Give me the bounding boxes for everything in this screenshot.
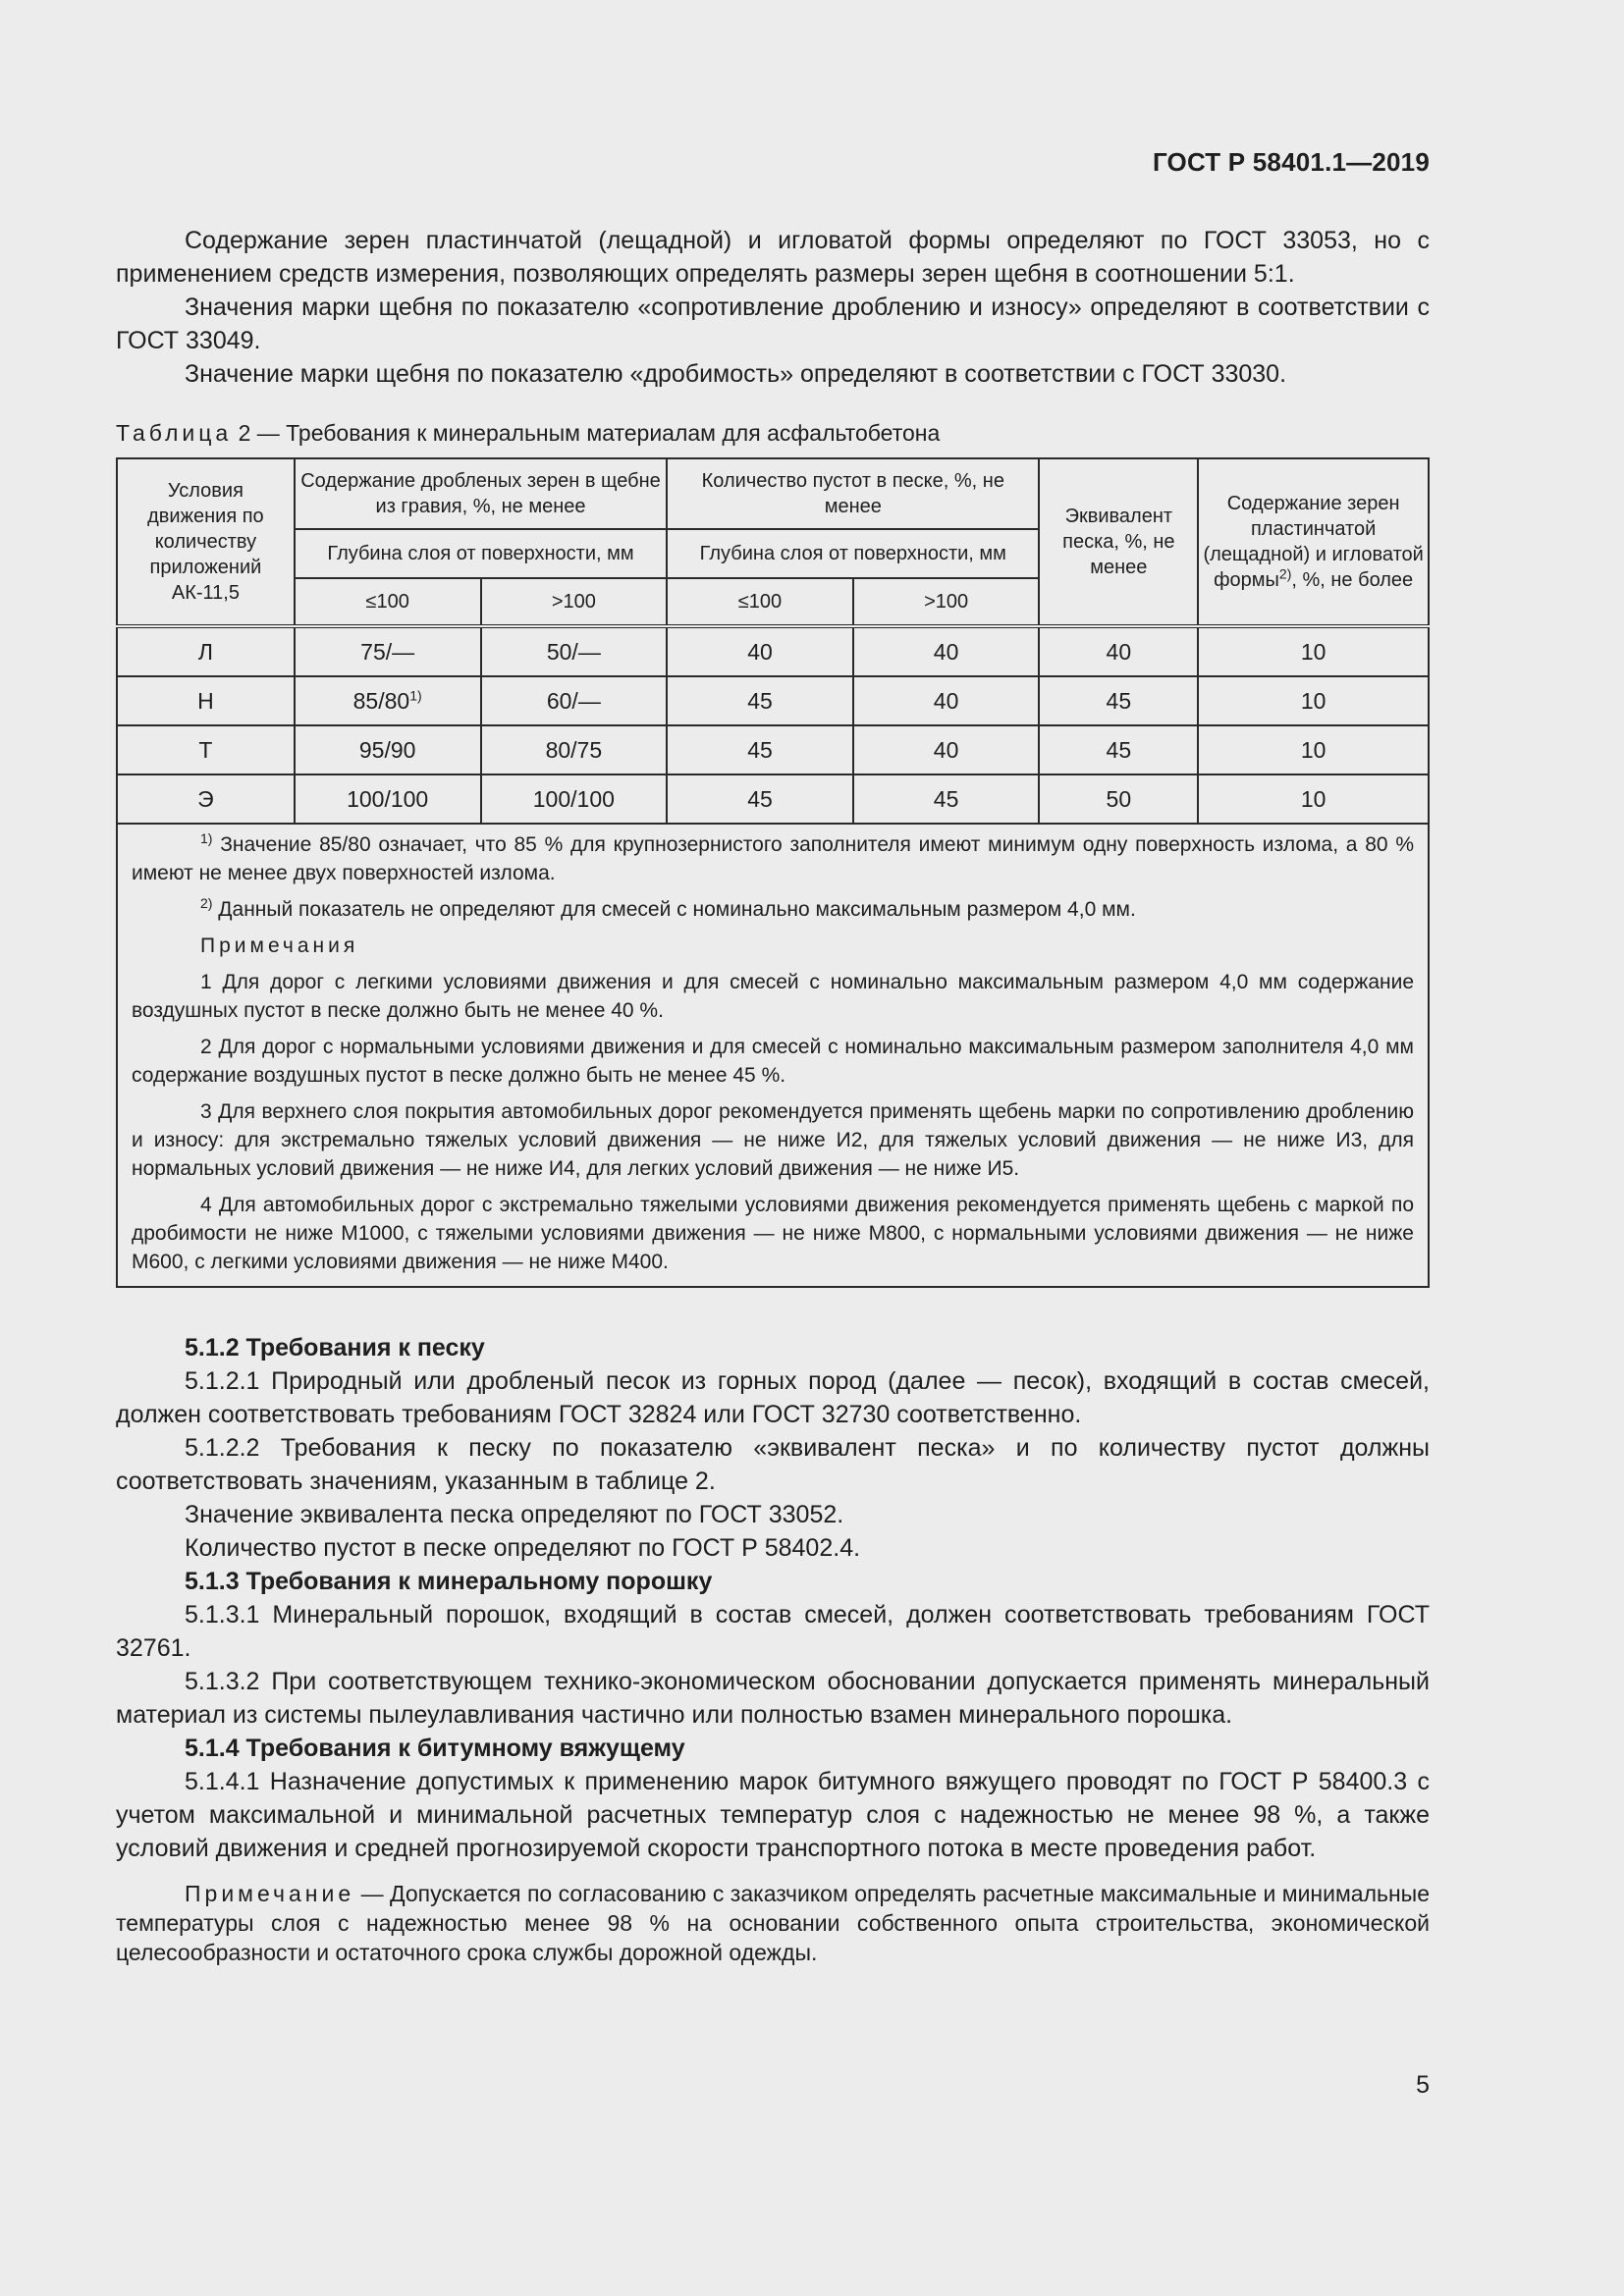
- section-paragraph: 5.1.4.1 Назначение допустимых к применению марок битумного вяжущего проводят по ГОСТ Р 58400.3 с учетом максимальной и минимальной расчетных температур слоя с надежностью не менее 98 %, а также условий движения и средней прогнозируемой скорости транспортного потока в месте проведения работ.: [116, 1768, 1430, 1862]
- final-note-paragraph: [116, 1879, 1430, 1967]
- cell-condition: Э: [117, 774, 295, 824]
- cell-value: 10: [1198, 676, 1429, 725]
- cell-footnote-ref: 1): [409, 687, 422, 704]
- cell-value: 10: [1198, 626, 1429, 676]
- cell-value: 40: [853, 725, 1040, 774]
- cell-value: [295, 676, 481, 725]
- footnote-2-text: Данный показатель не определяют для смесей с номинально максимальным размером 4,0 мм.: [212, 898, 1136, 921]
- cell-value: 45: [1039, 725, 1198, 774]
- table-notes: [117, 824, 1429, 1287]
- header-depth-voids: Глубина слоя от поверхности, мм: [667, 529, 1039, 578]
- section-paragraph: Значение эквивалента песка определяют по ГОСТ 33052.: [185, 1501, 844, 1528]
- cell-value: 45: [853, 774, 1040, 824]
- footnote-2-mark: 2): [200, 895, 213, 911]
- page-content: [116, 224, 1430, 1967]
- cell-value: 10: [1198, 774, 1429, 824]
- header-sand-equivalent: Эквивалент песка, %, не менее: [1039, 458, 1198, 626]
- cell-value-text: 85/80: [352, 688, 410, 714]
- section-5-1-2: [116, 1331, 1430, 1565]
- cell-value: 45: [667, 725, 853, 774]
- footnote-2-ref: 2): [1278, 565, 1292, 582]
- final-note-label: Примечание: [185, 1881, 355, 1906]
- cell-value: [295, 626, 481, 676]
- cell-value: 10: [1198, 725, 1429, 774]
- cell-value: 50/—: [481, 626, 668, 676]
- table-caption-word: Таблица: [116, 420, 233, 446]
- section-paragraph: Количество пустот в песке определяют по ГОСТ Р 58402.4.: [185, 1534, 861, 1562]
- cell-value: 40: [1039, 626, 1198, 676]
- table-caption: [116, 418, 1430, 448]
- table-caption-text: 2 — Требования к минеральным материалам для асфальтобетона: [232, 420, 941, 446]
- cell-value: 40: [853, 676, 1040, 725]
- cell-value: 60/—: [481, 676, 668, 725]
- section-paragraph: 5.1.2.1 Природный или дробленый песок из горных пород (далее — песок), входящий в состав смесей, должен соответствовать требованиям ГОСТ 32824 или ГОСТ 32730 соответственно.: [116, 1367, 1430, 1428]
- cell-value: 80/75: [481, 725, 668, 774]
- header-flaky-grains: [1198, 458, 1429, 626]
- section-heading: 5.1.3 Требования к минеральному порошку: [185, 1568, 713, 1595]
- header-le100-crushed: ≤100: [295, 578, 481, 626]
- footnote-1-text: Значение 85/80 означает, что 85 % для крупнозернистого заполнителя имеют минимум одну поверхность излома, а 80 % имеют не менее двух поверхностей излома.: [132, 833, 1414, 884]
- cell-value: 40: [667, 626, 853, 676]
- section-paragraph: 5.1.3.1 Минеральный порошок, входящий в состав смесей, должен соответствовать требованиям ГОСТ 32761.: [116, 1601, 1430, 1662]
- cell-value: [295, 774, 481, 824]
- cell-value: 40: [853, 626, 1040, 676]
- header-sand-voids: Количество пустот в песке, %, не менее: [667, 458, 1039, 529]
- table-row: [117, 626, 1429, 676]
- section-paragraph: 5.1.2.2 Требования к песку по показателю «эквивалент песка» и по количеству пустот должны соответствовать значениям, указанным в таблице 2.: [116, 1434, 1430, 1495]
- cell-condition: Н: [117, 676, 295, 725]
- section-heading: 5.1.4 Требования к битумному вяжущему: [185, 1735, 685, 1762]
- section-5-1-3: [116, 1565, 1430, 1732]
- section-5-1-4: [116, 1732, 1430, 1865]
- requirements-table: [116, 457, 1430, 1288]
- document-code: ГОСТ Р 58401.1—2019: [1152, 147, 1430, 177]
- section-paragraph: 5.1.3.2 При соответствующем технико-экономическом обосновании допускается применять минеральный материал из системы пылеулавливания частично или полностью взамен минерального порошка.: [116, 1668, 1430, 1729]
- cell-value: 50: [1039, 774, 1198, 824]
- notes-title: Примечания: [200, 934, 359, 957]
- cell-value-text: 100/100: [347, 786, 429, 812]
- cell-value: 45: [667, 676, 853, 725]
- note-3: 3 Для верхнего слоя покрытия автомобильных дорог рекомендуется применять щебень марки по сопротивлению дроблению и износу: для экстремально тяжелых условий движения — не ниже И2, для тяжелых условий движения — не ниже И3, для нормальных условий движения — не ниже И4, для легких условий движения — не ниже И5.: [132, 1100, 1414, 1180]
- header-flaky-grains-text: Содержание зерен пластинчатой (лещадной) и игловатой формы: [1203, 493, 1424, 591]
- header-conditions: Условия движения по количеству приложений АК-11,5: [117, 458, 295, 626]
- note-2: 2 Для дорог с нормальными условиями движения и для смесей с номинально максимальным размером заполнителя 4,0 мм содержание воздушных пустот в песке должно быть не менее 45 %.: [132, 1036, 1414, 1087]
- page-number: 5: [1416, 2071, 1430, 2099]
- header-flaky-grains-tail: , %, не более: [1291, 569, 1414, 591]
- table-row: [117, 774, 1429, 824]
- intro-paragraph-3: Значение марки щебня по показателю «дробимость» определяют в соответствии с ГОСТ 33030.: [185, 360, 1287, 388]
- cell-value: 100/100: [481, 774, 668, 824]
- header-gt100-voids: >100: [853, 578, 1040, 626]
- table-row: [117, 725, 1429, 774]
- final-note-text: — Допускается по согласованию с заказчиком определять расчетные максимальные и минимальные температуры слоя с надежностью менее 98 % на основании собственного опыта строительства, экономической целесообразности и остаточного срока службы дорожной одежды.: [116, 1881, 1430, 1965]
- note-1: 1 Для дорог с легкими условиями движения и для смесей с номинально максимальным размером 4,0 мм содержание воздушных пустот в песке должно быть не менее 40 %.: [132, 971, 1414, 1022]
- intro-paragraph-1: Содержание зерен пластинчатой (лещадной) и игловатой формы определяют по ГОСТ 33053, но с применением средств измерения, позволяющих определять размеры зерен щебня в соотношении 5:1.: [116, 227, 1430, 288]
- cell-value: 45: [667, 774, 853, 824]
- footnote-1-mark: 1): [200, 830, 213, 846]
- table-row: [117, 676, 1429, 725]
- section-heading: 5.1.2 Требования к песку: [185, 1334, 485, 1362]
- cell-condition: Л: [117, 626, 295, 676]
- header-le100-voids: ≤100: [667, 578, 853, 626]
- header-depth-crushed: Глубина слоя от поверхности, мм: [295, 529, 667, 578]
- footnote-1: [132, 830, 1414, 887]
- note-4: 4 Для автомобильных дорог с экстремально тяжелыми условиями движения рекомендуется применять щебень с маркой по дробимости не ниже М1000, с тяжелыми условиями движения — не ниже М800, с нормальными условиями движения — не ниже М600, с легкими условиями движения — не ниже М400.: [132, 1194, 1414, 1273]
- intro-paragraph-2: Значения марки щебня по показателю «сопротивление дроблению и износу» определяют в соответствии с ГОСТ 33049.: [116, 294, 1430, 354]
- cell-value: 45: [1039, 676, 1198, 725]
- table-notes-row: [117, 824, 1429, 1287]
- table-header-row-1: [117, 458, 1429, 529]
- cell-value-text: 95/90: [358, 737, 416, 763]
- header-crushed-grains: Содержание дробленых зерен в щебне из гравия, %, не менее: [295, 458, 667, 529]
- cell-value: [295, 725, 481, 774]
- header-gt100-crushed: >100: [481, 578, 668, 626]
- cell-value-text: 75/—: [360, 639, 415, 665]
- final-note: [116, 1879, 1430, 1967]
- cell-condition: Т: [117, 725, 295, 774]
- footnote-2: [132, 895, 1414, 924]
